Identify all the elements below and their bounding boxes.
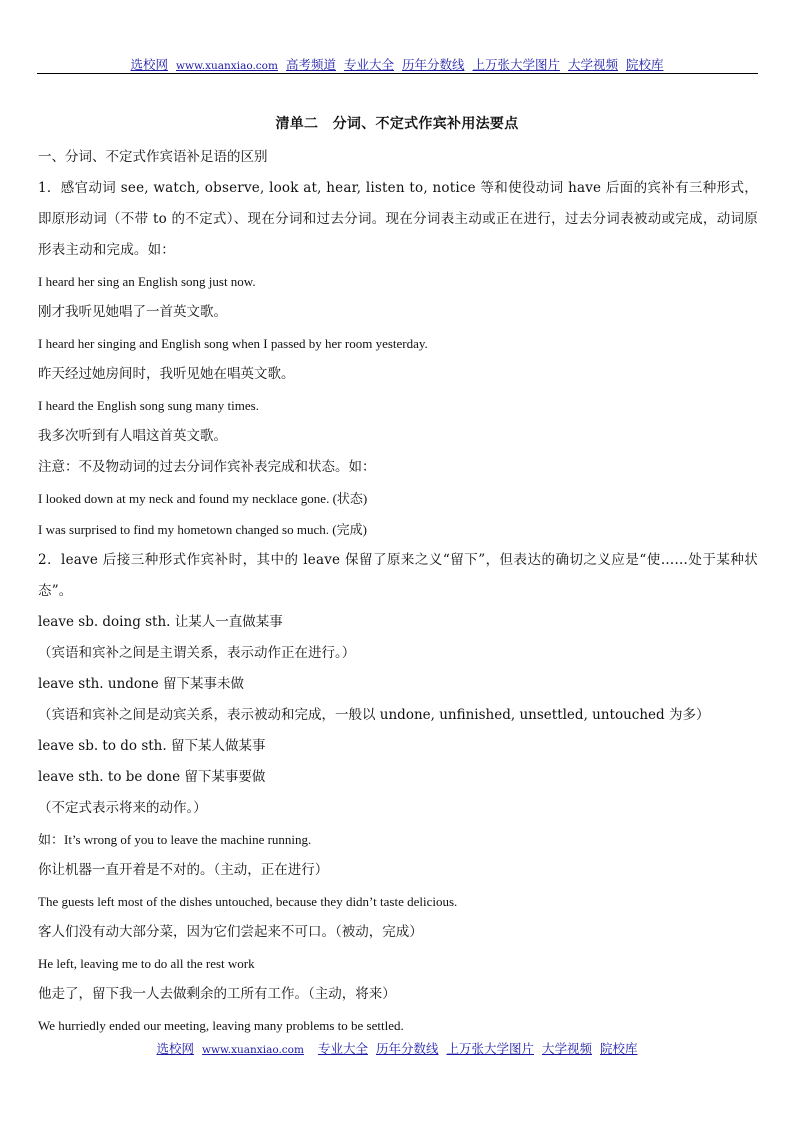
leave-pattern-3: leave sb. to do sth. 留下某人做某事 bbox=[38, 738, 266, 754]
footer-link-scores[interactable]: 历年分数线 bbox=[375, 1041, 439, 1056]
footer-link-videos[interactable]: 大学视频 bbox=[541, 1041, 592, 1056]
example-5-english: I was surprised to find my hometown changed so much. (完成) bbox=[38, 522, 367, 537]
section-heading: 一、分词、不定式作宾语补足语的区别 bbox=[38, 149, 268, 165]
example-8-chinese: 他走了，留下我一人去做剩余的工所有工作。（主动，将来） bbox=[38, 986, 396, 1002]
header-link-schools[interactable]: 院校库 bbox=[625, 57, 664, 72]
footer-link-site-url[interactable]: www.xuanxiao.com bbox=[202, 1044, 304, 1056]
footer-link-schools[interactable]: 院校库 bbox=[599, 1041, 638, 1056]
example-2-chinese: 昨天经过她房间时，我听见她在唱英文歌。 bbox=[38, 366, 295, 382]
header-link-gaokao[interactable]: 高考频道 bbox=[285, 57, 336, 72]
example-3-english: I heard the English song sung many times. bbox=[38, 398, 259, 413]
example-6-english: 如：It’s wrong of you to leave the machine running. bbox=[38, 832, 312, 847]
document-title: 清单二 分词、不定式作宾补用法要点 bbox=[275, 116, 519, 132]
header-link-majors[interactable]: 专业大全 bbox=[343, 57, 394, 72]
header-link-xuanxiao[interactable]: 选校网 bbox=[130, 57, 169, 72]
note-line: 注意：不及物动词的过去分词作宾补表完成和状态。如： bbox=[38, 459, 376, 475]
header-link-photos[interactable]: 上万张大学图片 bbox=[472, 57, 560, 72]
leave-pattern-1-note: （宾语和宾补之间是主谓关系，表示动作正在进行。） bbox=[38, 645, 356, 661]
point-1-paragraph: 1．感官动词 see, watch, observe, look at, hear, listen to, notice 等和使役动词 have 后面的宾补有三种形式，即原形动词（不带 to 的不定式）、现在分词和过去分词。现在分词表主动或正在进行，过去分词表被动或完成，动词原形表主动和完成。如： bbox=[38, 180, 758, 258]
document-body bbox=[38, 142, 758, 1041]
example-3-chinese: 我多次听到有人唱这首英文歌。 bbox=[38, 428, 227, 444]
example-2-english: I heard her singing and English song when I passed by her room yesterday. bbox=[38, 336, 428, 351]
example-7-chinese: 客人们没有动大部分菜，因为它们尝起来不可口。（被动，完成） bbox=[38, 924, 423, 940]
page-footer bbox=[0, 1040, 794, 1059]
footer-link-xuanxiao[interactable]: 选校网 bbox=[156, 1041, 195, 1056]
leave-pattern-4: leave sth. to be done 留下某事要做 bbox=[38, 769, 266, 785]
example-1-english: I heard her sing an English song just now. bbox=[38, 274, 256, 289]
example-4-english: I looked down at my neck and found my necklace gone. (状态) bbox=[38, 491, 368, 506]
leave-pattern-1: leave sb. doing sth. 让某人一直做某事 bbox=[38, 614, 283, 630]
leave-pattern-2: leave sth. undone 留下某事未做 bbox=[38, 676, 245, 692]
leave-pattern-2-note: （宾语和宾补之间是动宾关系，表示被动和完成，一般以 undone, unfinished, unsettled, untouched 为多） bbox=[38, 707, 710, 723]
example-6-chinese: 你让机器一直开着是不对的。（主动，正在进行） bbox=[38, 862, 329, 878]
header-link-scores[interactable]: 历年分数线 bbox=[401, 57, 465, 72]
footer-link-majors[interactable]: 专业大全 bbox=[317, 1041, 368, 1056]
footer-link-photos[interactable]: 上万张大学图片 bbox=[446, 1041, 534, 1056]
example-1-chinese: 刚才我听见她唱了一首英文歌。 bbox=[38, 304, 227, 320]
header-link-site-url[interactable]: www.xuanxiao.com bbox=[176, 60, 278, 72]
header-divider bbox=[37, 73, 758, 74]
example-9-english: We hurriedly ended our meeting, leaving many problems to be settled. bbox=[38, 1018, 404, 1033]
point-2-paragraph: 2．leave 后接三种形式作宾补时，其中的 leave 保留了原来之义“留下”，但表达的确切之义应是“使……处于某种状态”。 bbox=[38, 552, 758, 599]
leave-pattern-3-4-note: （不定式表示将来的动作。） bbox=[38, 800, 207, 816]
example-7-english: The guests left most of the dishes untouched, because they didn’t taste delicious. bbox=[38, 894, 458, 909]
example-8-english: He left, leaving me to do all the rest work bbox=[38, 956, 255, 971]
header-link-videos[interactable]: 大学视频 bbox=[567, 57, 618, 72]
